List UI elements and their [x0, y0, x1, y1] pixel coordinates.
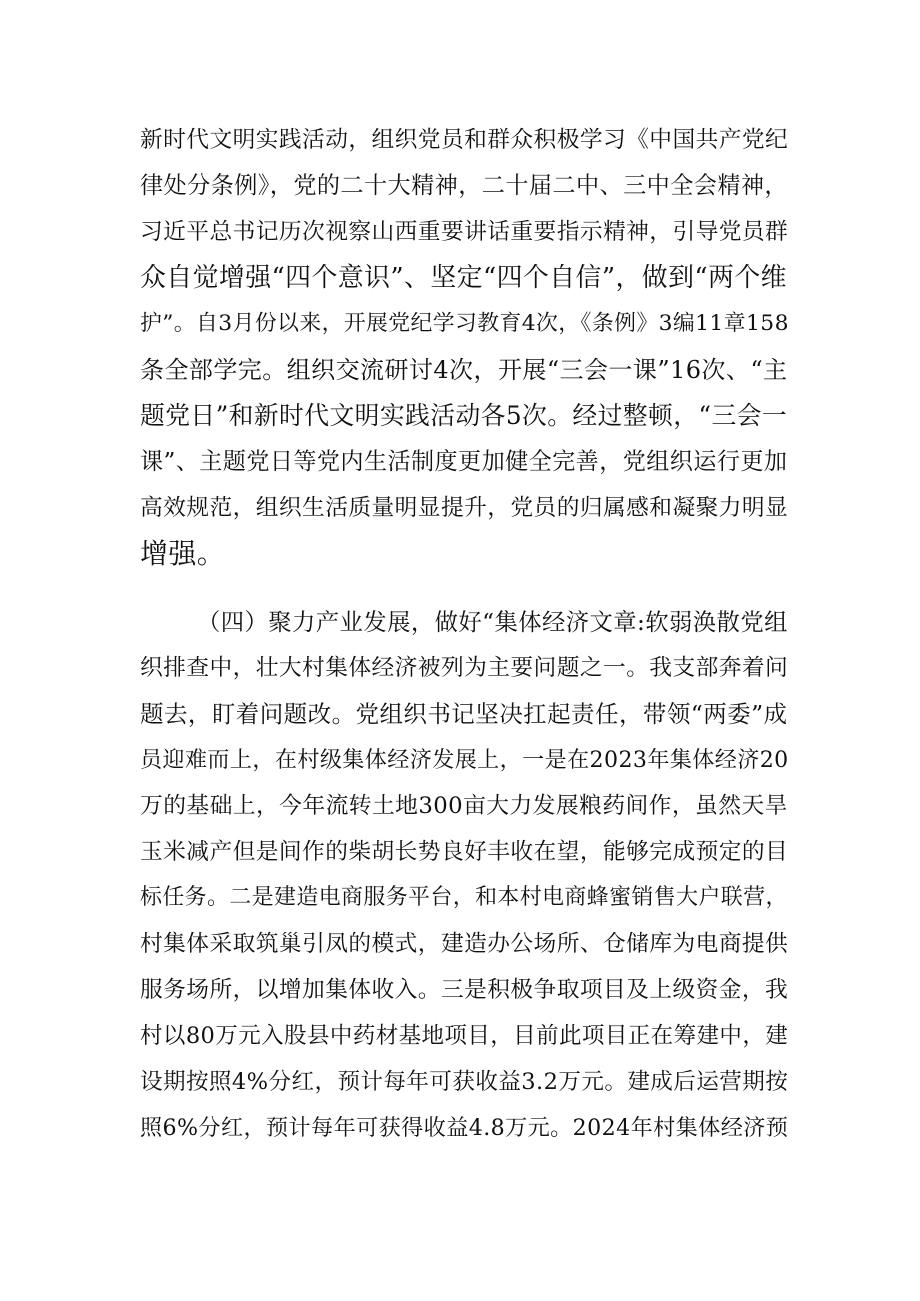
text-line: 玉米减产但是间作的柴胡长势良好丰收在望，能够完成预定的目: [140, 839, 789, 865]
text-line: 题去，盯着问题改。党组织书记坚决扛起责任，带领“两委”成: [140, 700, 788, 728]
text-line: 律处分条例》，党的二十大精神，二十届二中、三中全会精神，: [140, 173, 788, 199]
section-heading-line: （四）聚力产业发展，做好“集体经济文章:软弱涣散党组: [197, 608, 788, 636]
text-line: 习近平总书记历次视察山西重要讲话重要指示精神，引导党员群: [140, 219, 789, 245]
text-line: 增强。: [140, 537, 226, 570]
text-line: 设期按照4%分红，预计每年可获收益3.2万元。建成后运营期按: [140, 1069, 789, 1095]
text-line: 课”、主题党日等党内生活制度更加健全完善，党组织运行更加: [140, 449, 788, 475]
text-line: 员迎难而上，在村级集体经济发展上，一是在2023年集体经济20: [140, 747, 789, 773]
text-line: 照6%分红，预计每年可获得收益4.8万元。2024年村集体经济预: [140, 1115, 789, 1141]
text-line: 标任务。二是建造电商服务平台，和本村电商蜂蜜销售大户联营，: [140, 885, 788, 910]
text-line: 万的基础上，今年流转土地300亩大力发展粮药间作，虽然天旱: [140, 793, 788, 819]
text-line: 护”。自3月份以来，开展党纪学习教育4次，《条例》3编11章158: [140, 311, 789, 336]
text-line: 题党日”和新时代文明实践活动各5次。经过整顿，“三会一: [140, 401, 788, 430]
text-line: 织排查中，壮大村集体经济被列为主要问题之一。我支部奔着问: [140, 655, 789, 681]
text-line: 服务场所，以增加集体收入。三是积极争取项目及上级资金，我: [140, 977, 789, 1003]
text-line: 高效规范，组织生活质量明显提升，党员的归属感和凝聚力明显: [140, 495, 789, 521]
text-line: 村以80万元入股县中药材基地项目，目前此项目正在筹建中，建: [140, 1023, 789, 1049]
text-line: 新时代文明实践活动，组织党员和群众积极学习《中国共产党纪: [140, 127, 789, 153]
text-line: 条全部学完。组织交流研讨4次，开展“三会一课”16次、“主: [140, 356, 788, 384]
text-line: 村集体采取筑巢引凤的模式，建造办公场所、仓储库为电商提供: [140, 931, 789, 957]
text-line: 众自觉增强“四个意识”、坚定“四个自信”，做到“两个维: [140, 263, 787, 293]
